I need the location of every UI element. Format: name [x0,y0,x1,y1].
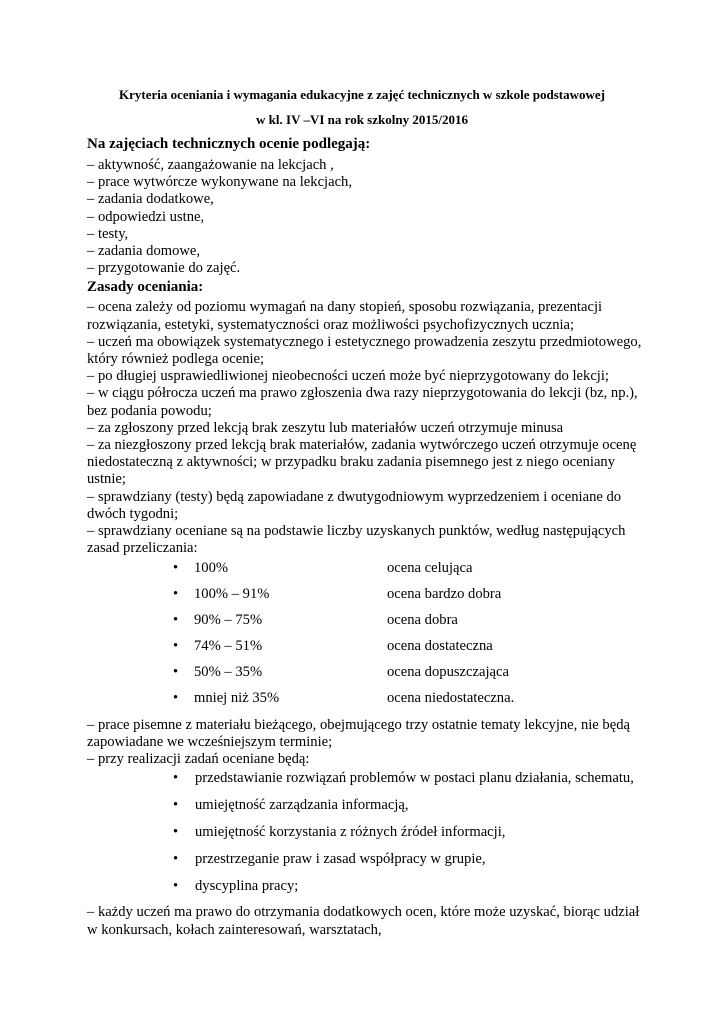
bullet-icon: • [173,586,179,603]
bullet-icon: • [173,850,179,867]
document-title-line1: Kryteria oceniania i wymagania edukacyjne z zajęć technicznych w szkole podstawowej [119,87,605,102]
task-criterion-text: przestrzeganie praw i zasad współpracy w grupie, [195,850,486,867]
score-range: 100% [194,560,229,577]
grading-scale-row [87,637,647,663]
grade-label: ocena bardzo dobra [387,586,502,603]
rule-item: – po długiej usprawiedliwionej nieobecności uczeń może być nieprzygotowany do lekcji; [87,368,609,385]
rule-item: – uczeń ma obowiązek systematycznego i estetycznego prowadzenia zeszytu przedmiotowego, który również podlega ocenie; [87,333,642,368]
grade-label: ocena dobra [387,612,458,629]
task-criterion [87,795,647,822]
bullet-icon: • [173,612,179,629]
grading-scale-row [87,559,647,585]
score-range: 74% – 51% [194,638,263,655]
bullet-icon: • [173,689,179,706]
document-title-line2: w kl. IV –VI na rok szkolny 2015/2016 [256,112,468,127]
grading-scale-row [87,663,647,689]
task-criterion-text: dyscyplina pracy; [195,877,299,894]
rule-item: – w ciągu półrocza uczeń ma prawo zgłoszenia dwa razy nieprzygotowania do lekcji (bz, np.), bez podania powodu; [87,385,638,419]
task-criterion [87,849,647,876]
rule-item: – za niezgłoszony przed lekcją brak materiałów, zadania wytwórczego uczeń otrzymuje ocenę niedostateczną z aktywności; w przypadku braku zadania pisemnego jest z niego oceniany ustnie; [87,437,637,488]
score-range: mniej niż 35% [194,689,280,706]
section-heading-assessed: Na zajęciach technicznych ocenie podlegają: [87,136,371,152]
grading-scale-row [87,585,647,611]
task-criteria-list [87,768,647,902]
assessed-item: – odpowiedzi ustne, [87,208,205,225]
task-criterion [87,768,647,795]
grading-scale-row [87,611,647,637]
grading-scale-list [87,559,647,714]
bullet-icon: • [173,664,179,681]
rule-item: – prace pisemne z materiału bieżącego, obejmującego trzy ostatnie tematy lekcyjne, nie będą zapowiadane we wcześniejszym terminie; [87,716,630,751]
assessed-item: – przygotowanie do zajęć. [87,260,241,277]
rule-item: – za zgłoszony przed lekcją brak zeszytu lub materiałów uczeń otrzymuje minusa [87,419,564,436]
bullet-icon: • [173,638,179,655]
bullet-icon: • [173,877,179,894]
rules-after-list [87,717,647,769]
task-criterion-text: przedstawianie rozwiązań problemów w postaci planu działania, schematu, [195,770,634,787]
task-criterion-text: umiejętność zarządzania informacją, [195,797,409,814]
assessed-item: – zadania domowe, [87,243,201,260]
bullet-icon: • [173,560,179,577]
rule-item: – sprawdziany oceniane są na podstawie liczby uzyskanych punktów, według następujących zasad przeliczania: [87,523,626,557]
score-range: 90% – 75% [194,612,263,629]
grade-label: ocena dostateczna [387,638,493,655]
assessed-item: – testy, [87,225,129,242]
rule-item: – ocena zależy od poziomu wymagań na dany stopień, sposobu rozwiązania, prezentacji rozwiązania, estetyki, systematyczności oraz możliwości psychofizycznych ucznia; [87,299,603,333]
assessed-items-list [87,157,647,277]
assessed-item: – zadania dodatkowe, [87,191,214,208]
task-criterion [87,876,647,903]
grade-label: ocena niedostateczna. [387,689,515,706]
section-heading-rules: Zasady oceniania: [87,279,204,296]
document-body [87,134,647,939]
rules-list [87,299,647,557]
score-range: 50% – 35% [194,664,263,681]
task-criterion-text: umiejętność korzystania z różnych źródeł informacji, [195,824,506,841]
assessed-item: – aktywność, zaangażowanie na lekcjach , [87,157,334,173]
grade-label: ocena dopuszczająca [387,664,509,681]
closing-rule: – każdy uczeń ma prawo do otrzymania dodatkowych ocen, które może uzyskać, biorąc udział w konkursach, kołach zainteresowań, warsztatach, [87,904,640,938]
rule-item: – sprawdziany (testy) będą zapowiadane z dwutygodniowym wyprzedzeniem i oceniane do dwóch tygodni; [87,488,622,522]
assessed-item: – prace wytwórcze wykonywane na lekcjach, [87,174,352,191]
bullet-icon: • [173,770,179,787]
bullet-icon: • [173,824,179,841]
grade-label: ocena celująca [387,560,473,577]
rule-item: – przy realizacji zadań oceniane będą: [87,751,310,768]
score-range: 100% – 91% [194,586,270,603]
task-criterion [87,822,647,849]
grading-scale-row [87,689,647,715]
bullet-icon: • [173,797,179,814]
